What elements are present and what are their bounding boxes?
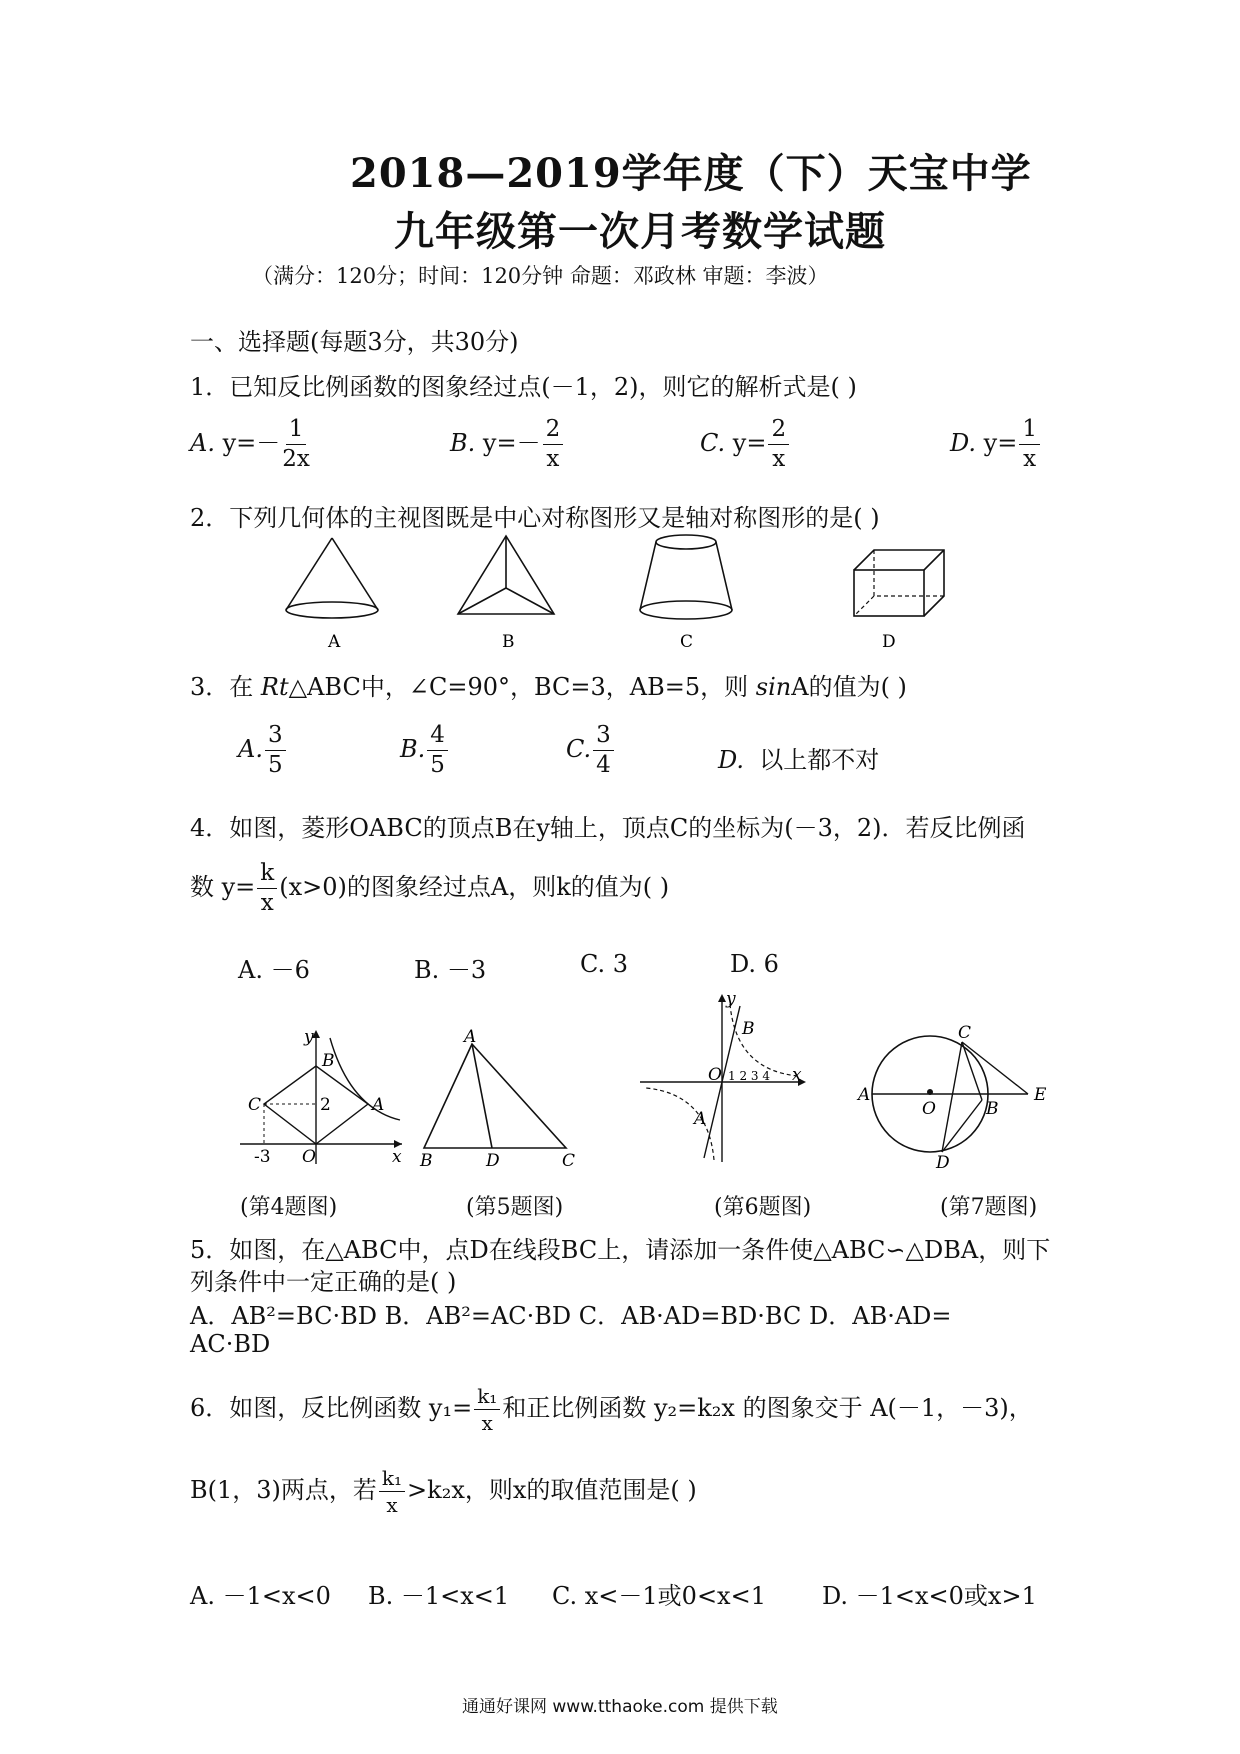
q3-option-c: C. $\frac{3}{4}$ [566, 724, 616, 777]
q1-option-c: C. y= $\frac{2}{x}$ [700, 418, 791, 471]
pyramid-figure [458, 536, 554, 614]
fig6-label-y: y [726, 989, 736, 1009]
fig4-label-x: x [392, 1147, 402, 1167]
fig7-label-e: E [1034, 1085, 1047, 1105]
fig4-label-m3: -3 [254, 1147, 271, 1167]
fig4-label-c: C [248, 1095, 262, 1115]
figure-4-rhombus [240, 1028, 410, 1168]
q4-stem-line1: 4．如图，菱形OABC的顶点B在y轴上，顶点C的坐标为(－3，2)．若反比例函 [190, 814, 1026, 842]
figure-5-triangle [420, 1027, 580, 1171]
exam-title-line1: 2018—2019学年度（下）天宝中学 [350, 150, 1032, 197]
q4-option-b: B. －3 [414, 956, 487, 984]
exam-meta: （满分：120分；时间：120分钟 命题：邓政林 审题：李波） [252, 264, 829, 288]
fig5-label-a: A [464, 1027, 477, 1047]
fig4-label-a: A [372, 1095, 385, 1115]
q2-solid-figures [270, 530, 950, 650]
q1-stem: 1．已知反比例函数的图象经过点(－1，2)，则它的解析式是( ) [190, 373, 857, 401]
fig6-label-a: A [694, 1109, 707, 1129]
fig7-label-d: D [936, 1153, 950, 1173]
q2-label-c: C [680, 632, 694, 652]
fig6-label-o: O [708, 1065, 722, 1085]
q3-option-a: A. $\frac{3}{5}$ [238, 724, 288, 777]
fig5-label-c: C [562, 1151, 576, 1171]
fig4-label-b: B [322, 1051, 335, 1071]
q2-label-b: B [502, 632, 515, 652]
q6-stem-line1: 6．如图，反比例函数 y₁= $\frac{\text{k₁}}{x}$ 和正比例函数 y₂=k₂x 的图象交于 A(－1，－3)， [190, 1384, 1033, 1435]
cone-figure [286, 538, 378, 618]
q4-option-d: D. 6 [730, 950, 779, 978]
section-heading: 一、选择题(每题3分，共30分) [190, 328, 519, 356]
fig4-label-y: y [304, 1027, 314, 1047]
page-footer: 通通好课网 www.tthaoke.com 提供下载 [462, 1697, 778, 1717]
q3-stem: 3．在 Rt△ABC中，∠C=90°，BC=3，AB=5，则 sinA的值为( ) [190, 673, 907, 701]
fig6-tick-labels: 1 2 3 4 [728, 1069, 770, 1083]
q4-option-a: A. －6 [238, 956, 310, 984]
caption-figure-7: (第7题图) [940, 1195, 1038, 1220]
q4-stem-line2: 数 y= $\frac{k}{x}$ (x>0)的图象经过点A，则k的值为( ) [190, 860, 670, 916]
caption-figure-6: (第6题图) [714, 1195, 812, 1220]
fig6-label-b: B [742, 1019, 755, 1039]
q3-option-d: D. 以上都不对 [718, 746, 880, 774]
q1-option-b: B. y=－ $\frac{2}{x}$ [450, 418, 565, 471]
q2-label-a: A [328, 632, 341, 652]
q4-option-c: C. 3 [580, 950, 629, 978]
q5-stem-line2: 列条件中一定正确的是( ) [190, 1268, 457, 1296]
q1-option-a: A. y=－ $\frac{1}{2x}$ [190, 416, 310, 472]
fig7-label-o: O [922, 1099, 936, 1119]
q6-option-d: D. －1<x<0或x>1 [822, 1582, 1037, 1610]
q2-label-d: D [882, 632, 896, 652]
fig5-label-d: D [486, 1151, 500, 1171]
figure-7-circle [858, 1023, 1058, 1173]
fig4-label-o: O [302, 1147, 316, 1167]
q6-stem-line2: B(1，3)两点，若 $\frac{\text{k₁}}{x}$ >k₂x，则x的取值范围是( ) [190, 1466, 697, 1517]
caption-figure-4: (第4题图) [240, 1195, 338, 1220]
cuboid-figure [854, 550, 944, 616]
fig4-label-2: 2 [320, 1095, 331, 1115]
q5-stem-line1: 5．如图，在△ABC中，点D在线段BC上，请添加一条件使△ABC∽△DBA，则下 [190, 1236, 1051, 1264]
exam-title-line2: 九年级第一次月考数学试题 [394, 208, 886, 255]
q6-option-b: B. －1<x<1 [368, 1582, 510, 1610]
q5-options-line-cont: AC·BD [190, 1330, 271, 1358]
figure-6-hyperbola [640, 989, 820, 1164]
q1-option-d: D. y= $\frac{1}{x}$ [950, 418, 1042, 471]
frustum-figure [640, 535, 732, 619]
fig5-label-b: B [420, 1151, 433, 1171]
q5-options-line: A．AB²=BC·BD B．AB²=AC·BD C．AB·AD=BD·BC D．AB·AD= [190, 1302, 952, 1330]
q3-option-b: B. $\frac{4}{5}$ [400, 724, 450, 777]
q6-option-a: A. －1<x<0 [190, 1582, 331, 1610]
q6-option-c: C. x<－1或0<x<1 [552, 1582, 766, 1610]
q2-stem: 2．下列几何体的主视图既是中心对称图形又是轴对称图形的是( ) [190, 504, 880, 532]
fig7-label-b: B [986, 1099, 999, 1119]
caption-figure-5: (第5题图) [466, 1195, 564, 1220]
fig6-label-x: x [792, 1065, 802, 1085]
fig7-label-c: C [958, 1023, 972, 1043]
fig7-label-a: A [858, 1085, 871, 1105]
